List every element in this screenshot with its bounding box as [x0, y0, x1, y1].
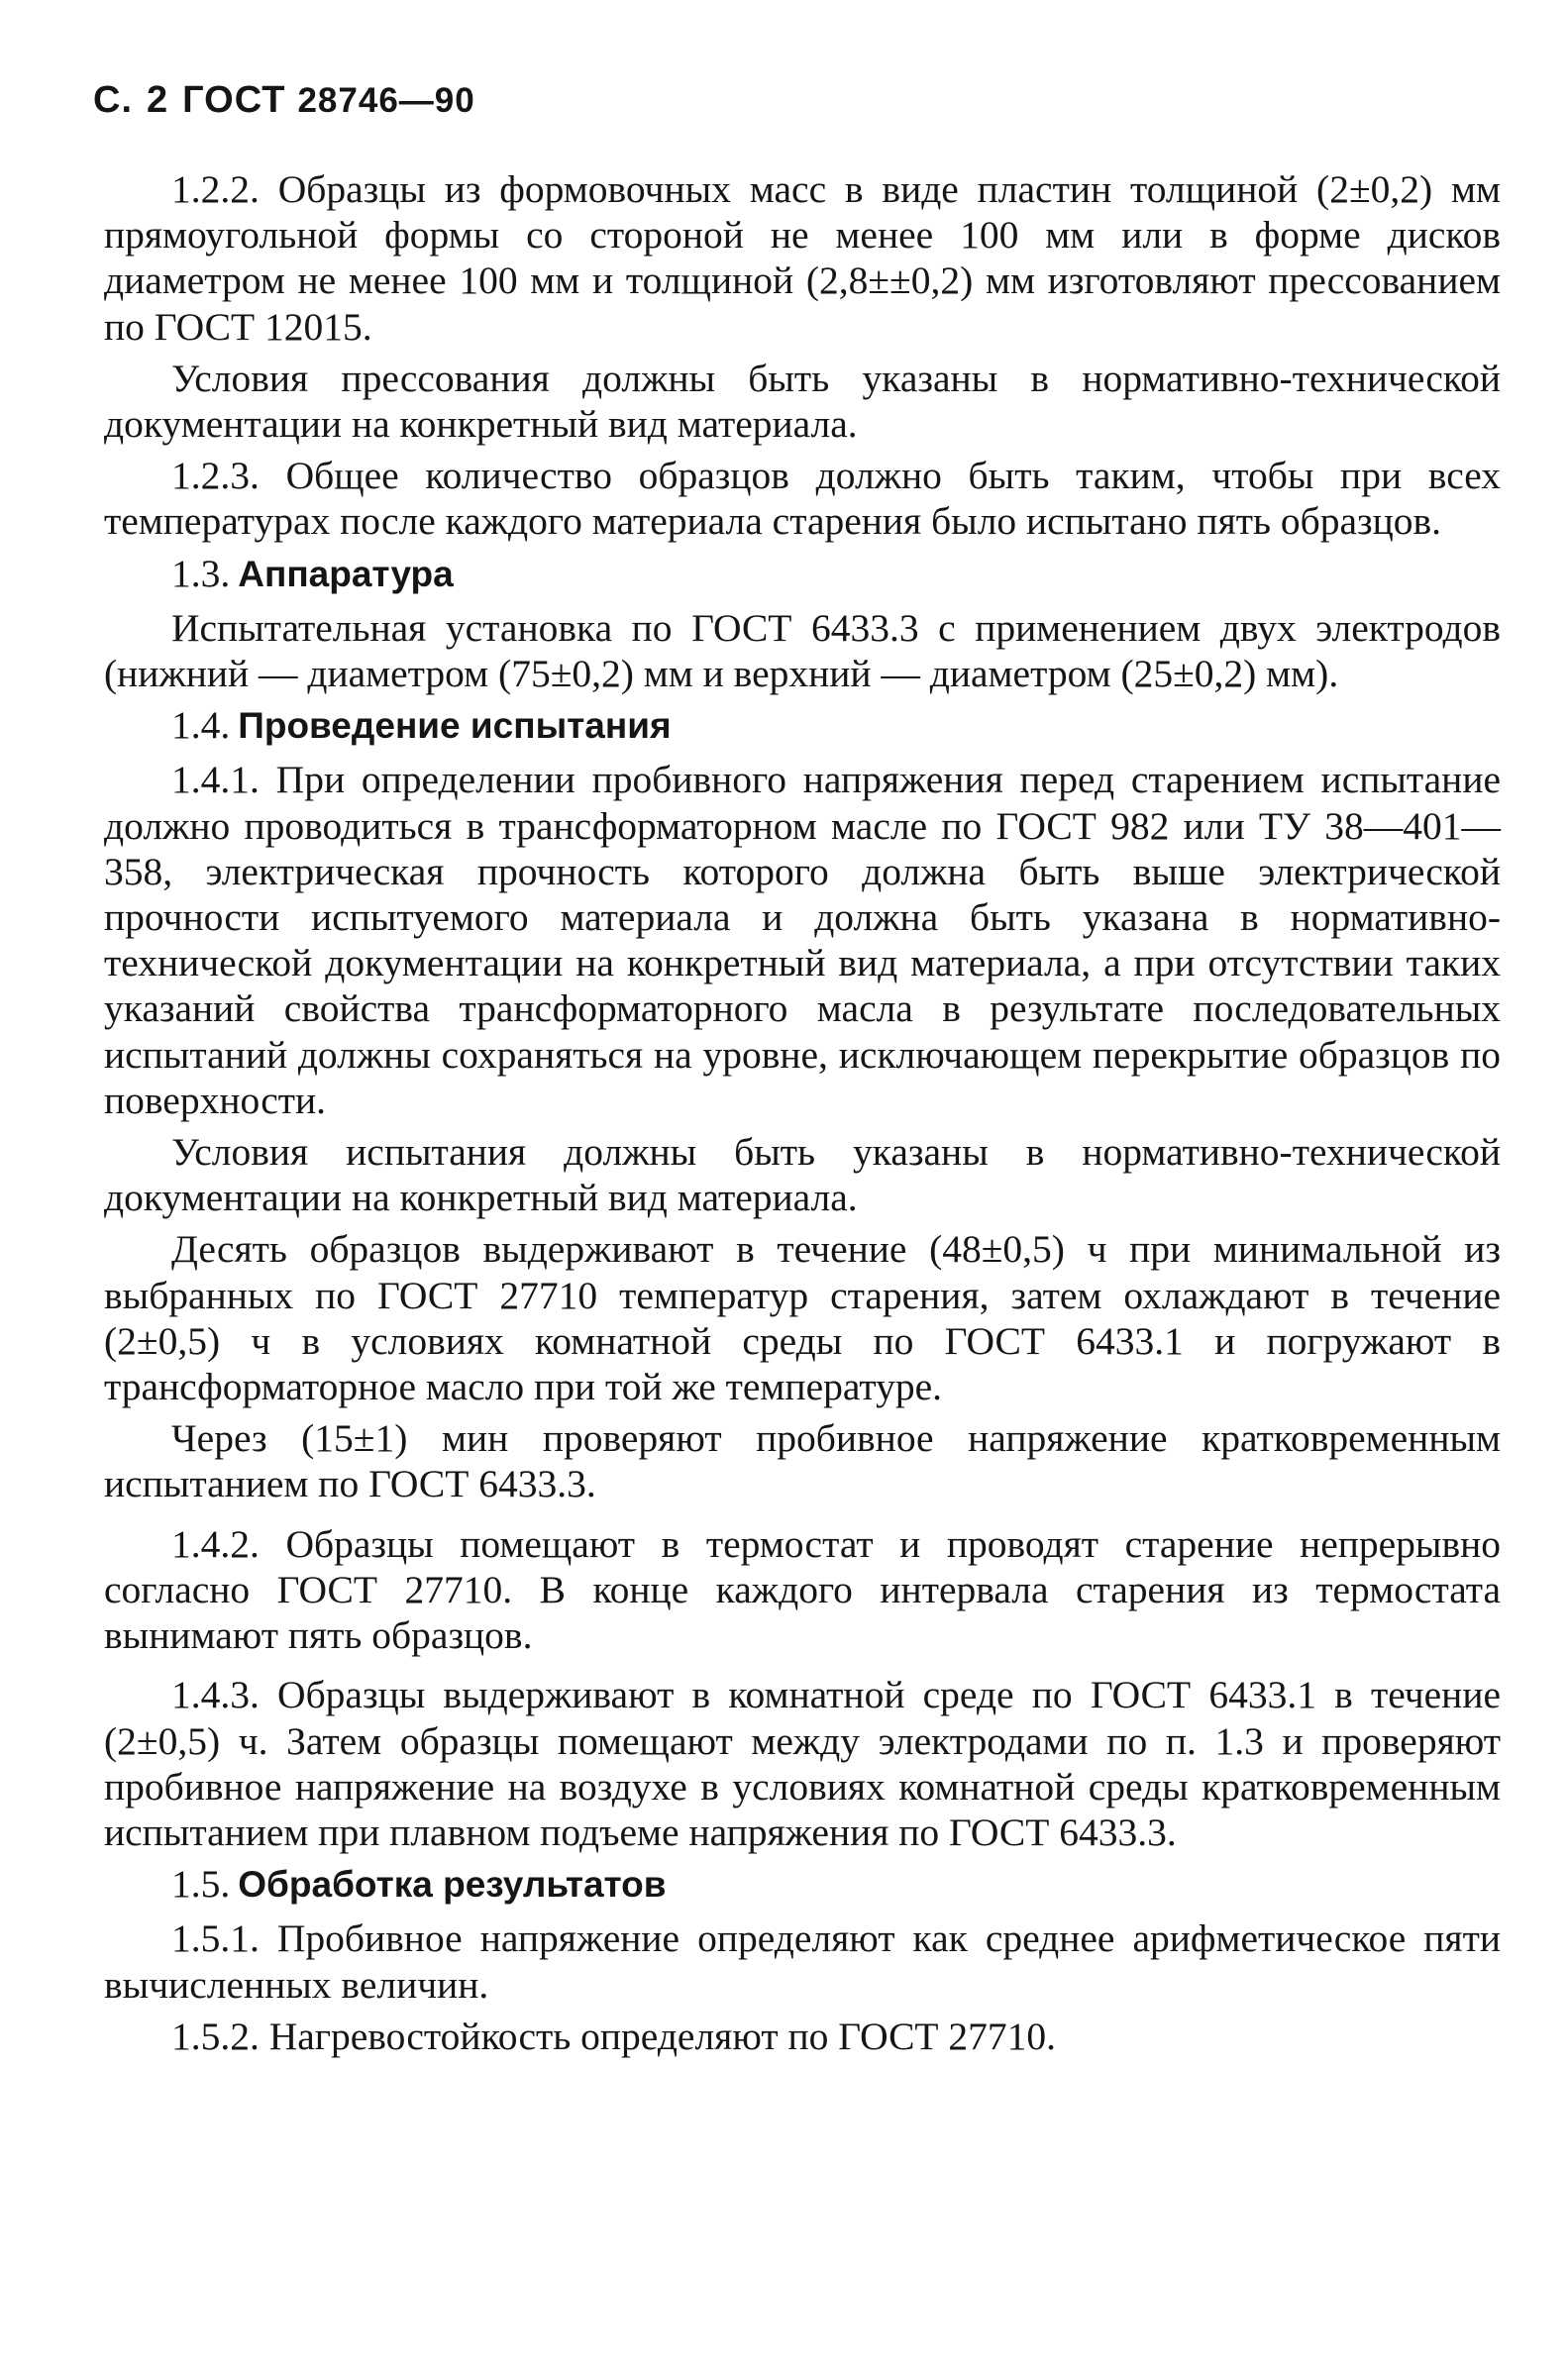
document-body — [104, 166, 1501, 2065]
section-number: 1.3. — [171, 551, 231, 595]
section-heading-1-4 — [104, 702, 1501, 749]
section-number: 1.5. — [171, 1862, 231, 1907]
clause-1-5-2: 1.5.2. Нагревостойкость определяют по ГОСТ 27710. — [171, 2014, 1057, 2058]
clause-1-4-1-after: Через (15±1) мин проверяют пробивное напряжение кратковременным испытанием по ГОСТ 6433.3. — [104, 1416, 1501, 1506]
clause-1-2-2: 1.2.2. Образцы из формовочных масс в виде пластин толщиной (2±0,2) мм прямоугольной формы со стороной не менее 100 мм или в форме дисков диаметром не менее 100 мм и толщиной (2,8±±0,2) мм изготовляют прессованием по ГОСТ 12015. — [104, 167, 1501, 349]
header-prefix: С. — [93, 79, 133, 121]
clause-1-4-3: 1.4.3. Образцы выдерживают в комнатной среде по ГОСТ 6433.1 в течение (2±0,5) ч. Затем образцы помещают между электродами по п. 1.3 и проверяют пробивное напряжение на воздухе в условиях комнатной среды кратковременным испытанием при плавном подъеме напряжения по ГОСТ 6433.3. — [104, 1673, 1501, 1854]
clause-1-4-1-ten-samples: Десять образцов выдерживают в течение (48±0,5) ч при минимальной из выбранных по ГОСТ 27710 температур старения, затем охлаждают в течение (2±0,5) ч в условиях комнатной среды по ГОСТ 6433.1 и погружают в трансформаторное масло при той же температуре. — [104, 1227, 1501, 1409]
clause-1-4-2: 1.4.2. Образцы помещают в термостат и проводят старение непрерывно согласно ГОСТ 27710. В конце каждого интервала старения из термостата вынимают пять образцов. — [104, 1521, 1501, 1658]
clause-1-4-1-conditions: Условия испытания должны быть указаны в нормативно-технической документации на конкретный вид материала. — [104, 1130, 1501, 1220]
header-standard: ГОСТ — [182, 79, 286, 121]
section-title: Аппаратура — [238, 553, 454, 594]
section-title: Обработка результатов — [238, 1864, 667, 1906]
section-title: Проведение испытания — [238, 705, 672, 747]
header-standard-number: 28746—90 — [297, 81, 475, 120]
clause-1-2-3: 1.2.3. Общее количество образцов должно быть таким, чтобы при всех температурах после каждого материала старения было испытано пять образцов. — [104, 454, 1501, 544]
clause-1-5-1: 1.5.1. Пробивное напряжение определяют как среднее арифметическое пяти вычисленных величин. — [104, 1916, 1501, 2007]
clause-1-4-1: 1.4.1. При определении пробивного напряжения перед старением испытание должно проводиться в трансформаторном масле по ГОСТ 982 или ТУ 38—401—358, электрическая прочность которого должна быть выше электрической прочности испытуемого материала и должна быть указана в нормативно-технической документации на конкретный вид материала, а при отсутствии таких указаний свойства трансформаторного масла в результате последовательных испытаний должны сохраняться на уровне, исключающем перекрытие образцов по поверхности. — [104, 758, 1501, 1122]
page-header — [93, 79, 475, 122]
section-heading-1-3 — [104, 551, 1501, 597]
clause-1-2-2-conditions: Условия прессования должны быть указаны в нормативно-технической документации на конкретный вид материала. — [104, 356, 1501, 447]
header-page-number: 2 — [147, 79, 169, 121]
clause-1-3-text: Испытательная установка по ГОСТ 6433.3 с применением двух электродов (нижний — диаметром (75±0,2) мм и верхний — диаметром (25±0,2) мм). — [104, 605, 1501, 696]
section-heading-1-5 — [104, 1861, 1501, 1908]
section-number: 1.4. — [171, 703, 231, 748]
